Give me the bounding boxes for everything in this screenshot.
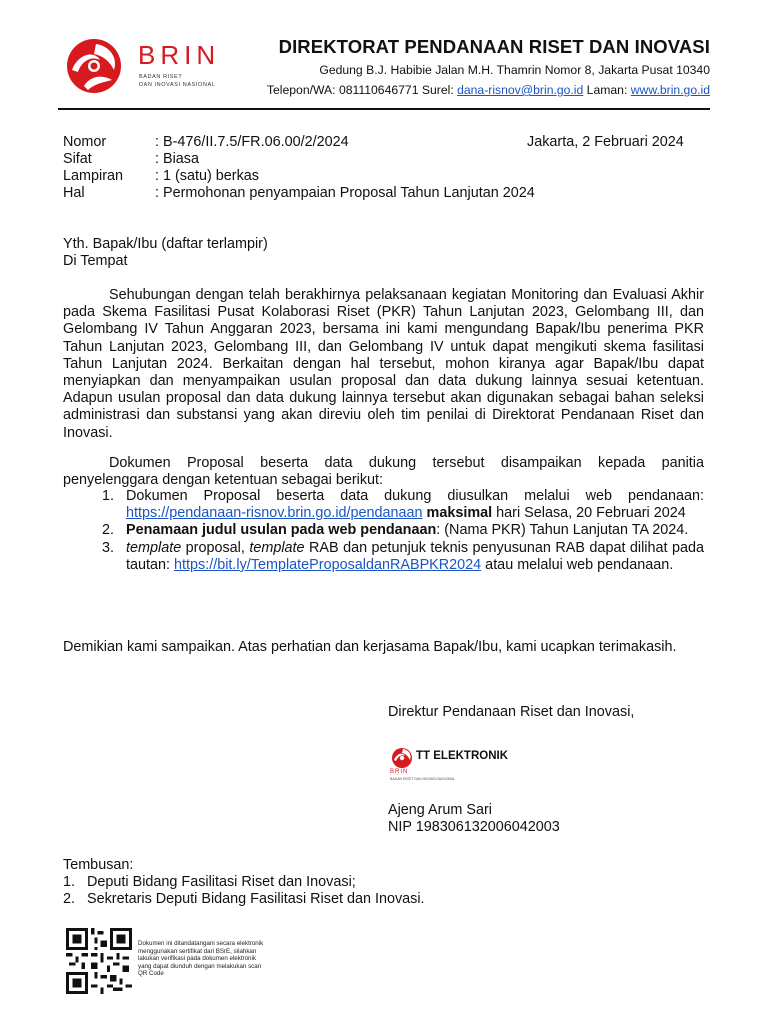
letter-date: Jakarta, 2 Februari 2024 xyxy=(527,134,684,150)
requirements-list xyxy=(102,488,704,574)
signer-nip: NIP 198306132006042003 xyxy=(388,819,560,836)
meta-hal: Hal : Permohonan penyampaian Proposal Tahun Lanjutan 2024 xyxy=(63,185,535,201)
logo-subtitle: BADAN RISET DAN INOVASI NASIONAL xyxy=(139,74,216,88)
tte-subtitle: BADAN RISET DAN INOVASI NASIONAL xyxy=(390,777,456,781)
list-item: 1. Dokumen Proposal beserta data dukung diusulkan melalui web pendanaan: https://pendanaan-risnov.brin.go.id/pendanaan maksimal hari Selasa, 20 Februari 2024 xyxy=(102,488,704,522)
meta-sifat: Sifat : Biasa xyxy=(63,151,199,167)
logo-wordmark: BRIN xyxy=(138,40,221,70)
letter-meta xyxy=(63,134,684,202)
tte-label: TT ELEKTRONIK xyxy=(416,750,508,762)
brin-logo-icon xyxy=(64,36,128,96)
signature-position: Direktur Pendanaan Riset dan Inovasi, xyxy=(388,704,635,720)
verification-footer xyxy=(66,928,306,998)
institution-title: DIREKTORAT PENDANAAN RISET DAN INOVASI xyxy=(278,36,710,57)
pendanaan-link[interactable]: https://pendanaan-risnov.brin.go.id/pendanaan xyxy=(126,505,423,522)
list-item: 3. template proposal, template RAB dan petunjuk teknis penyusunan RAB dapat dilihat pada tautan: https://bit.ly/TemplateProposaldanRABPKR2024 atau melalui web pendanaan. xyxy=(102,539,704,573)
letterhead-divider xyxy=(58,108,710,110)
list-item: 1. Deputi Bidang Fasilitasi Riset dan Inovasi; xyxy=(63,874,356,891)
verification-note: Dokumen ini ditandatangani secara elektronik menggunakan sertifikat dari BSrE, silahkan lakukan verifikasi pada dokumen elektronik yang dapat diunduh dengan melakukan scan QR Code xyxy=(138,940,264,978)
recipient-block xyxy=(63,236,268,270)
qr-code-icon[interactable] xyxy=(66,928,132,994)
email-link[interactable]: dana-risnov@brin.go.id xyxy=(457,83,584,97)
electronic-signature-stamp xyxy=(388,742,528,786)
letterhead-text xyxy=(267,36,710,98)
body-paragraph-1: Sehubungan dengan telah berakhirnya pelaksanaan kegiatan Monitoring dan Evaluasi Akhir pada Skema Fasilitasi Pusat Kolaborasi Riset (PKR) Tahun Lanjutan 2023, Gelombang III, dan Gelombang IV Tahun Anggaran 2023, bersama ini kami mengundang Bapak/Ibu penerima PKR Tahun Lanjutan 2023, Gelombang III, dan Gelombang IV untuk dapat mengikuti skema fasilitasi Tahun Lanjutan 2024. Berkaitan dengan hal tersebut, mohon kiranya agar Bapak/Ibu dapat menyiapkan dan menyampaikan usulan proposal dan data dukung lainnya sesuai ketentuan. Adapun usulan proposal dan data dukung lainnya tersebut akan digunakan sebagai bahan seleksi administrasi dan substansi yang akan direviu oleh tim penilai di Direktorat Pendanaan Riset dan Inovasi. xyxy=(63,287,704,441)
recipient-place: Di Tempat xyxy=(63,253,128,269)
closing-paragraph: Demikian kami sampaikan. Atas perhatian dan kerjasama Bapak/Ibu, kami ucapkan terimakasih. xyxy=(63,639,677,655)
website-link[interactable]: www.brin.go.id xyxy=(630,83,710,97)
meta-nomor: Nomor : B-476/II.7.5/FR.06.00/2/2024 xyxy=(63,134,349,150)
signer-name: Ajeng Arum Sari xyxy=(388,802,492,818)
recipient-line: Yth. Bapak/Ibu (daftar terlampir) xyxy=(63,236,268,252)
body-paragraph-2: Dokumen Proposal beserta data dukung tersebut disampaikan kepada panitia penyelenggara dengan ketentuan sebagai berikut: xyxy=(63,455,704,489)
signer-block xyxy=(388,802,560,836)
brin-logo xyxy=(64,36,224,94)
meta-lampiran: Lampiran : 1 (satu) berkas xyxy=(63,168,259,184)
template-link[interactable]: https://bit.ly/TemplateProposaldanRABPKR2024 xyxy=(174,556,482,573)
tembusan-block xyxy=(63,857,425,909)
institution-address: Gedung B.J. Habibie Jalan M.H. Thamrin Nomor 8, Jakarta Pusat 10340 xyxy=(319,63,710,77)
letterhead xyxy=(60,34,710,104)
list-item: 2. Sekretaris Deputi Bidang Fasilitasi Riset dan Inovasi. xyxy=(63,891,425,908)
list-item: 2. Penamaan judul usulan pada web pendanaan: (Nama PKR) Tahun Lanjutan TA 2024. xyxy=(102,522,689,539)
tte-brin: BRIN xyxy=(390,769,409,775)
institution-contact: Telepon/WA: 081110646771 Surel: dana-risnov@brin.go.id Laman: www.brin.go.id xyxy=(266,83,710,97)
tembusan-title: Tembusan: xyxy=(63,857,134,873)
brin-logo-icon xyxy=(390,746,414,770)
